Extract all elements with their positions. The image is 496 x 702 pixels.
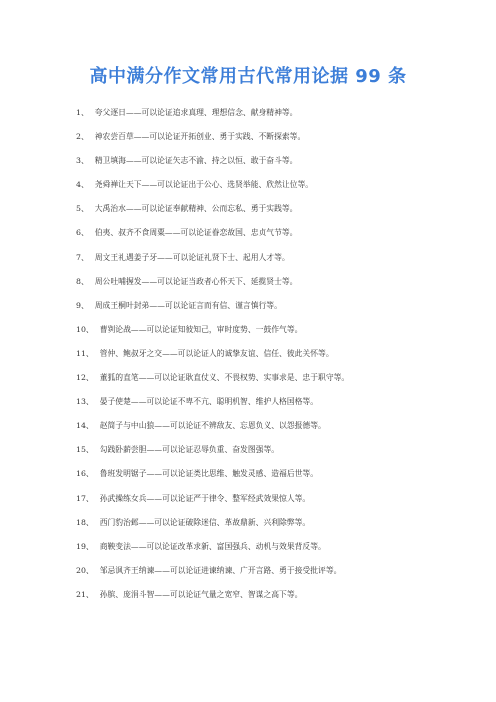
list-item	[76, 197, 476, 221]
list-item	[76, 414, 476, 438]
item-text: 邹忌讽齐王纳谏——可以论证进谏纳谏、广开言路、勇于接受批评等。	[99, 565, 342, 575]
list-item	[76, 318, 476, 342]
item-text: 大禹治水——可以论证奉献精神、公而忘私、勇于实践等。	[94, 204, 298, 214]
item-number: 2、	[76, 132, 89, 142]
list-item	[76, 462, 476, 486]
item-number: 13、	[76, 397, 94, 407]
list-item	[76, 342, 476, 366]
list-item	[76, 221, 476, 245]
list-item	[76, 487, 476, 511]
item-number: 5、	[76, 204, 89, 214]
item-text: 西门豹治邺——可以论证破除迷信、革故鼎新、兴利除弊等。	[99, 517, 311, 527]
item-number: 20、	[76, 565, 94, 575]
list-item	[76, 125, 476, 149]
item-text: 鲁班发明锯子——可以论证类比思维、触发灵感、造福后世等。	[99, 469, 319, 479]
list-item	[76, 583, 476, 607]
item-text: 晏子使楚——可以论证不卑不亢、聪明机智、维护人格国格等。	[99, 397, 319, 407]
list-item	[76, 390, 476, 414]
item-text: 尧舜禅让天下——可以论证出于公心、选贤举能、欣然让位等。	[94, 180, 314, 190]
list-item	[76, 438, 476, 462]
item-text: 孙膑、庞涓斗智——可以论证气量之宽窄、智谋之高下等。	[99, 589, 303, 599]
document-title: 高中满分作文常用古代常用论据 99 条	[89, 66, 407, 87]
item-number: 8、	[76, 276, 89, 286]
list-item	[76, 246, 476, 270]
item-text: 赵简子与中山狼——可以论证不辨敌友、忘恩负义、以怨报德等。	[99, 421, 326, 431]
item-number: 14、	[76, 421, 94, 431]
item-number: 12、	[76, 373, 94, 383]
item-number: 21、	[76, 589, 94, 599]
item-number: 18、	[76, 517, 94, 527]
list-item	[76, 559, 476, 583]
item-text: 周成王桐叶封弟——可以论证言而有信、谨言慎行等。	[94, 300, 282, 310]
item-text: 曹刿论战——可以论证知彼知己，审时度势、一鼓作气等。	[99, 324, 303, 334]
item-text: 伯夷、叔齐不食周粟——可以论证眷恋故国、忠贞气节等。	[94, 228, 298, 238]
item-number: 15、	[76, 445, 94, 455]
list-item	[76, 535, 476, 559]
item-text: 商鞅变法——可以论证改革求新、富国强兵、动机与效果背反等。	[99, 541, 326, 551]
item-number: 19、	[76, 541, 94, 551]
item-number: 6、	[76, 228, 89, 238]
list-item	[76, 173, 476, 197]
item-number: 10、	[76, 324, 94, 334]
item-number: 7、	[76, 252, 89, 262]
item-text: 神农尝百草——可以论证开拓创业、勇于实践、不断探索等。	[94, 132, 306, 142]
item-text: 孙武操练女兵——可以论证严于律令、整军经武效果惊人等。	[99, 493, 311, 503]
list-item	[76, 149, 476, 173]
item-number: 17、	[76, 493, 94, 503]
item-number: 4、	[76, 180, 89, 190]
item-number: 16、	[76, 469, 94, 479]
argument-list	[76, 101, 476, 607]
item-text: 精卫填海——可以论证矢志不渝、持之以恒、敢于奋斗等。	[94, 156, 298, 166]
list-item	[76, 101, 476, 125]
list-item	[76, 511, 476, 535]
item-text: 夸父逐日——可以论证追求真理、理想信念、献身精神等。	[94, 108, 298, 117]
item-text: 周公吐哺握发——可以论证当政者心怀天下、延揽贤士等。	[94, 276, 298, 286]
item-number: 9、	[76, 300, 89, 310]
item-text: 勾践卧薪尝胆——可以论证忍辱负重、奋发图强等。	[99, 445, 280, 455]
item-text: 管仲、鲍叔牙之交——可以论证人的诚挚友谊、信任、彼此关怀等。	[99, 348, 334, 358]
list-item	[76, 366, 476, 390]
item-text: 周文王礼遇姜子牙——可以论证礼贤下士、起用人才等。	[94, 252, 290, 262]
item-number: 3、	[76, 156, 89, 166]
item-number: 11、	[76, 348, 94, 358]
item-text: 董狐的直笔——可以论证耿直仗义、不畏权势、实事求是、忠于职守等。	[99, 373, 350, 383]
list-item	[76, 270, 476, 294]
item-number: 1、	[76, 108, 89, 117]
list-item	[76, 294, 476, 318]
